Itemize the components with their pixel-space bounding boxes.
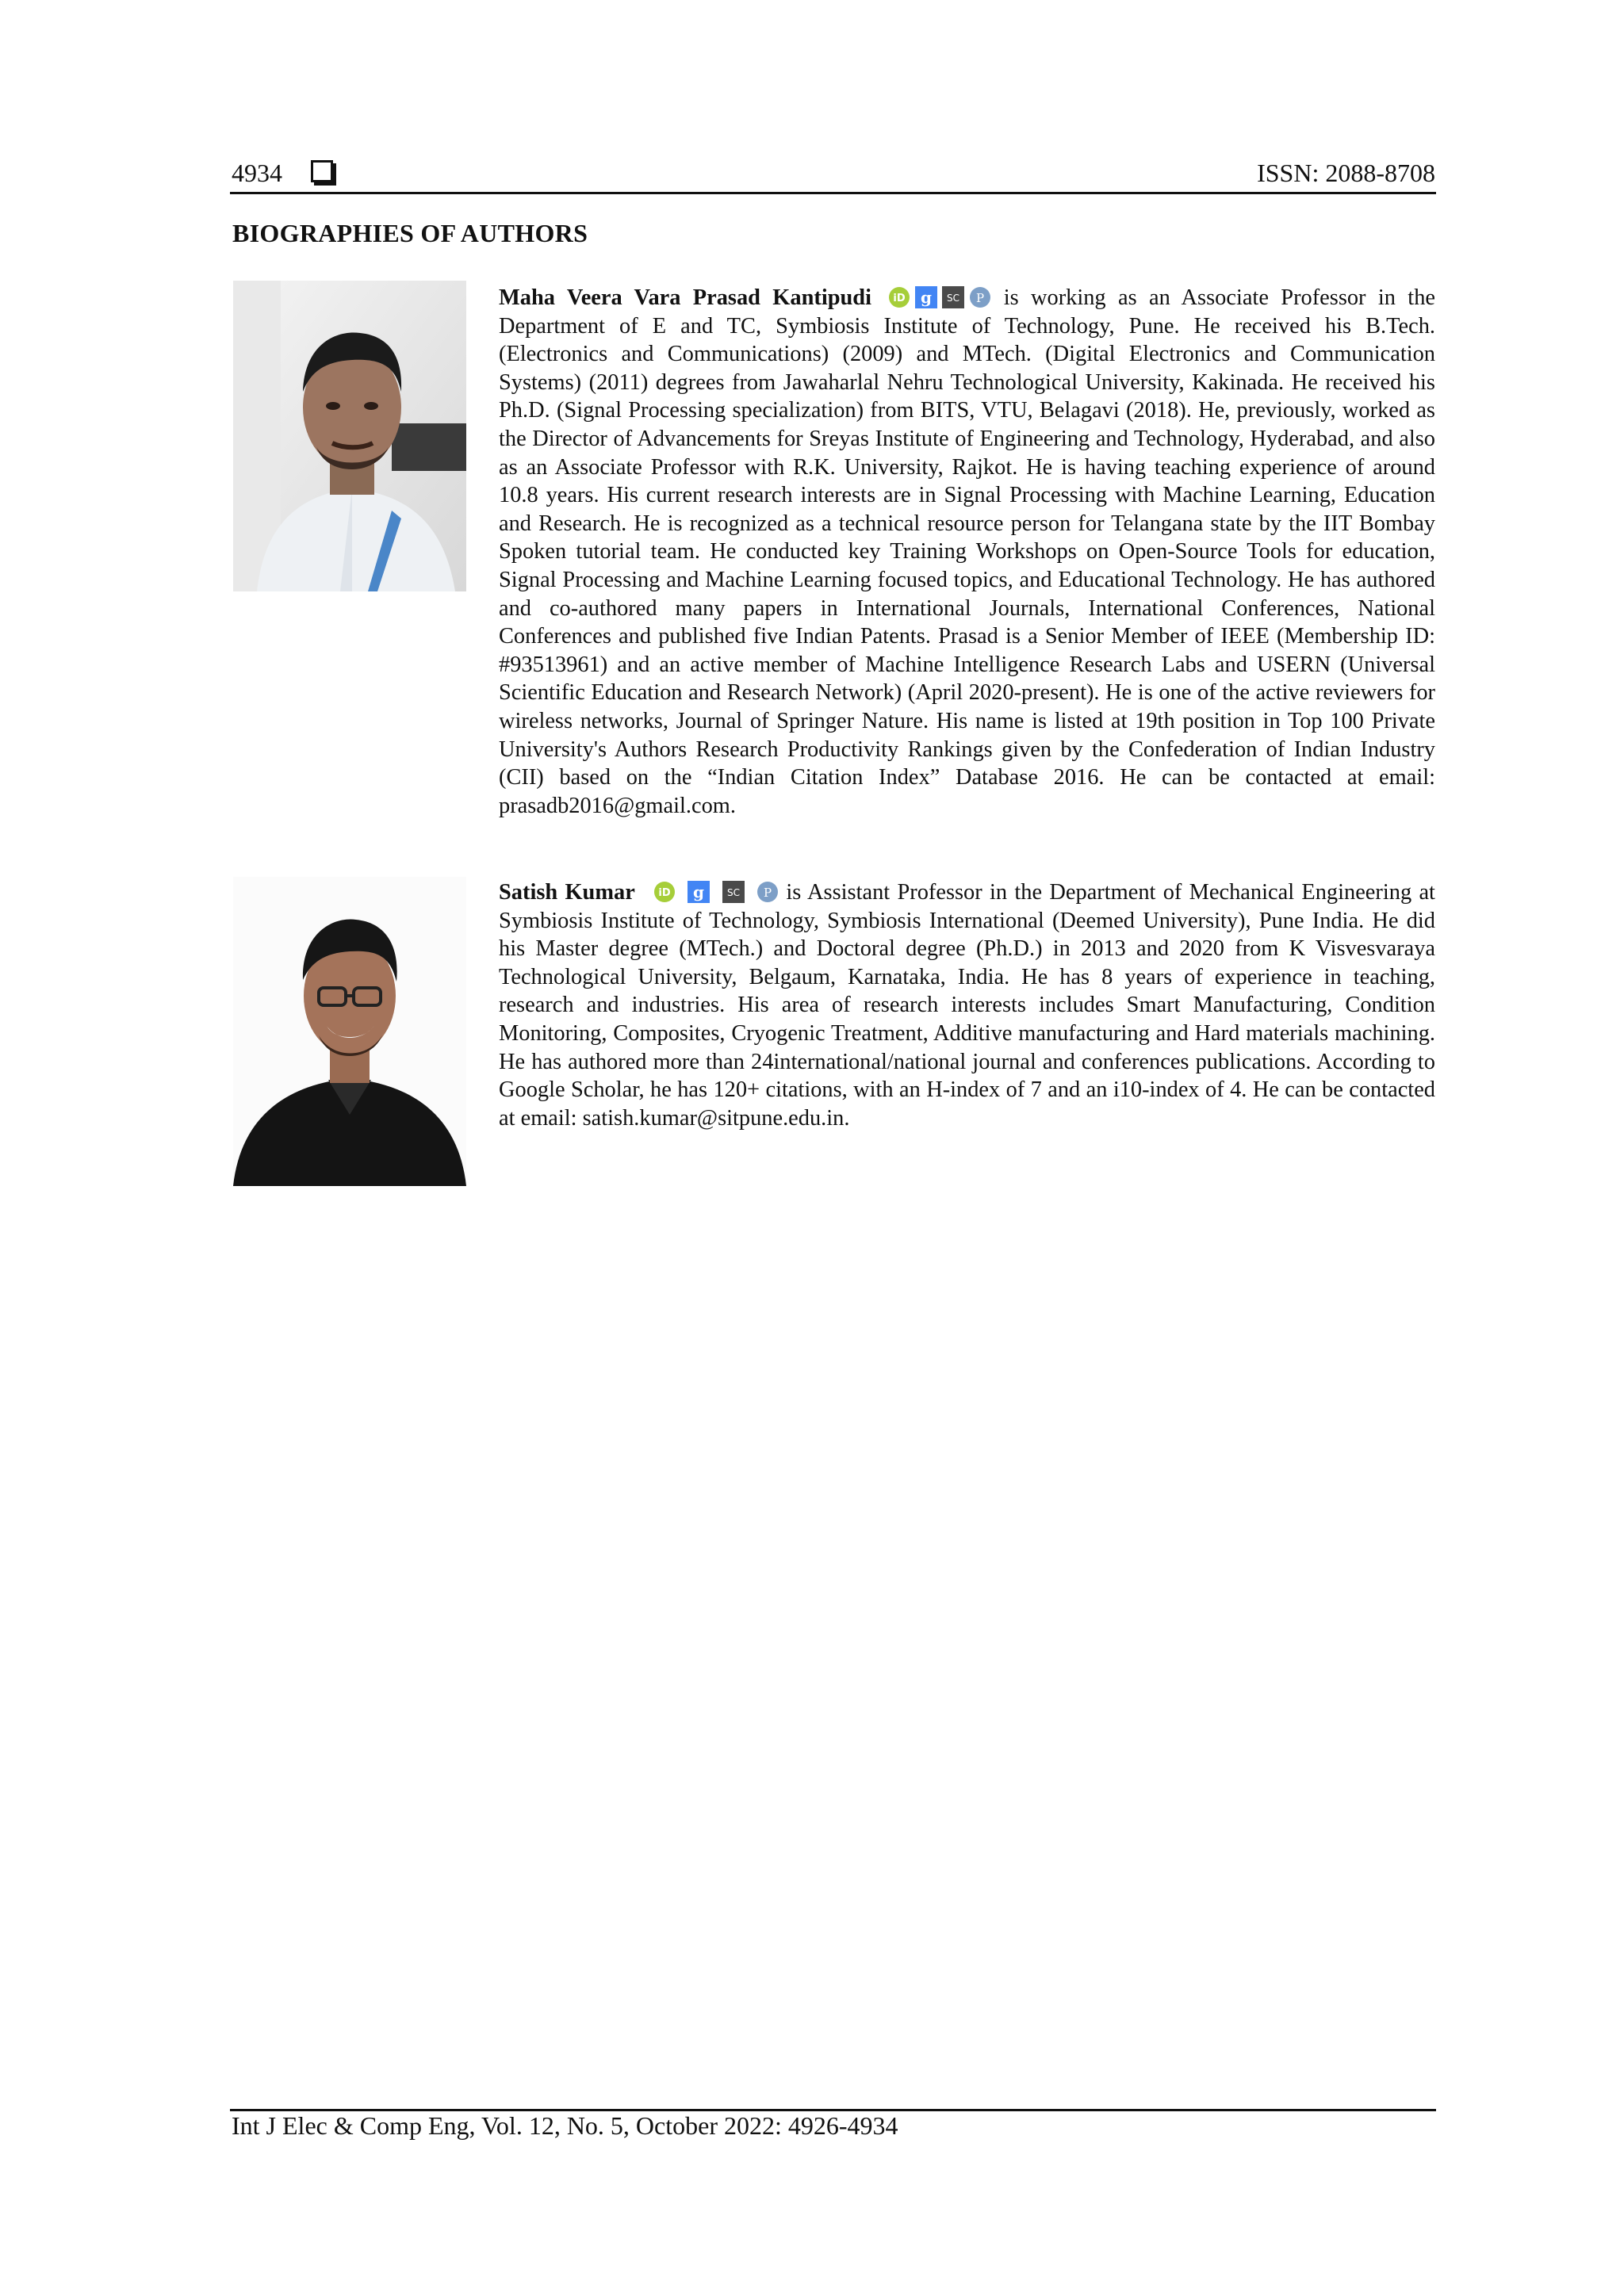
scopus-icon[interactable] <box>942 286 964 308</box>
svg-text:SC: SC <box>726 887 740 898</box>
author-bio-kumar <box>499 878 1435 1132</box>
author-photo-kumar <box>233 877 466 1186</box>
publons-icon[interactable] <box>756 881 779 903</box>
author-name: Maha Veera Vara Prasad Kantipudi <box>499 285 871 310</box>
svg-text:iD: iD <box>893 293 906 304</box>
author-photo-kantipudi <box>233 281 466 591</box>
author-bio-kantipudi <box>499 284 1435 820</box>
box-bullet-icon <box>311 160 333 182</box>
svg-text:iD: iD <box>658 887 671 899</box>
header-left <box>232 159 333 188</box>
footer-citation: Int J Elec & Comp Eng, Vol. 12, No. 5, October 2022: 4926-4934 <box>232 2111 898 2140</box>
author-bio-text: is working as an Associate Professor in the Department of E and TC, Symbiosis Institute of Technology, Pune. He received his B.Tech. (Electronics and Communications) (2009) and MTech. (Digital Electronics and Communication Systems) (2011) degrees from Jawaharlal Nehru Technological University, Kakinada. He received his Ph.D. (Signal Processing specialization) from BITS, VTU, Belagavi (2018). He, previously, worked as the Director of Advancements for Sreyas Institute of Engineering and Technology, Hyderabad, and also as an Associate Professor with R.K. University, Rajkot. He is having teaching experience of around 10.8 years. His current research interests are in Signal Processing with Machine Learning, Education and Research. He is recognized as a technical resource person for Telangana state by the IIT Bombay Spoken tutorial team. He conducted key Training Workshops on Open-Source Tools for education, Signal Processing and Machine Learning focused topics, and Educational Technology. He has authored and co-authored many papers in International Journals, International Conferences, National Conferences and published five Indian Patents. Prasad is a Senior Member of IEEE (Membership ID: #93513961) and an active member of Machine Intelligence Research Labs and USERN (Universal Scientific Education and Research Network) (April 2020-present). He is one of the active reviewers for wireless networks, Journal of Springer Nature. His name is listed at 19th position in Top 100 Private University's Authors Research Productivity Rankings given by the Confederation of Indian Industry (CII) based on the “Indian Citation Index” Database 2016. He can be contacted at email: prasadb2016@gmail.com. <box>499 285 1435 818</box>
author-bio-text: is Assistant Professor in the Department of Mechanical Engineering at Symbiosis Institute of Technology, Symbiosis International (Deemed University), Pune India. He did his Master degree (MTech.) and Doctoral degree (Ph.D.) in 2013 and 2020 from K Visvesvaraya Technological University, Belgaum, Karnataka, India. He has 8 years of experience in teaching, research and industries. His area of research interests includes Smart Manufacturing, Condition Monitoring, Composites, Cryogenic Treatment, Additive manufacturing and Hard materials machining. He has authored more than 24international/national journal and conferences publications. According to Google Scholar, he has 120+ citations, with an H-index of 7 and an i10-index of 4. He can be contacted at email: satish.kumar@sitpune.edu.in. <box>499 880 1435 1131</box>
author-name: Satish Kumar <box>499 880 635 905</box>
publons-icon[interactable] <box>969 286 991 308</box>
svg-text:g: g <box>693 882 705 901</box>
journal-issn: ISSN: 2088-8708 <box>1257 158 1435 187</box>
page-header <box>232 155 1435 191</box>
section-title: BIOGRAPHIES OF AUTHORS <box>232 219 588 247</box>
google-scholar-icon[interactable] <box>688 881 710 903</box>
svg-text:SC: SC <box>947 293 960 304</box>
google-scholar-icon[interactable] <box>915 286 937 308</box>
svg-text:P: P <box>976 291 985 305</box>
svg-text:g: g <box>921 288 933 307</box>
orcid-icon[interactable] <box>653 881 676 903</box>
page-number: 4934 <box>232 158 282 187</box>
header-divider <box>230 192 1436 194</box>
svg-text:P: P <box>764 886 772 900</box>
orcid-icon[interactable] <box>888 286 910 308</box>
scopus-icon[interactable] <box>722 881 745 903</box>
